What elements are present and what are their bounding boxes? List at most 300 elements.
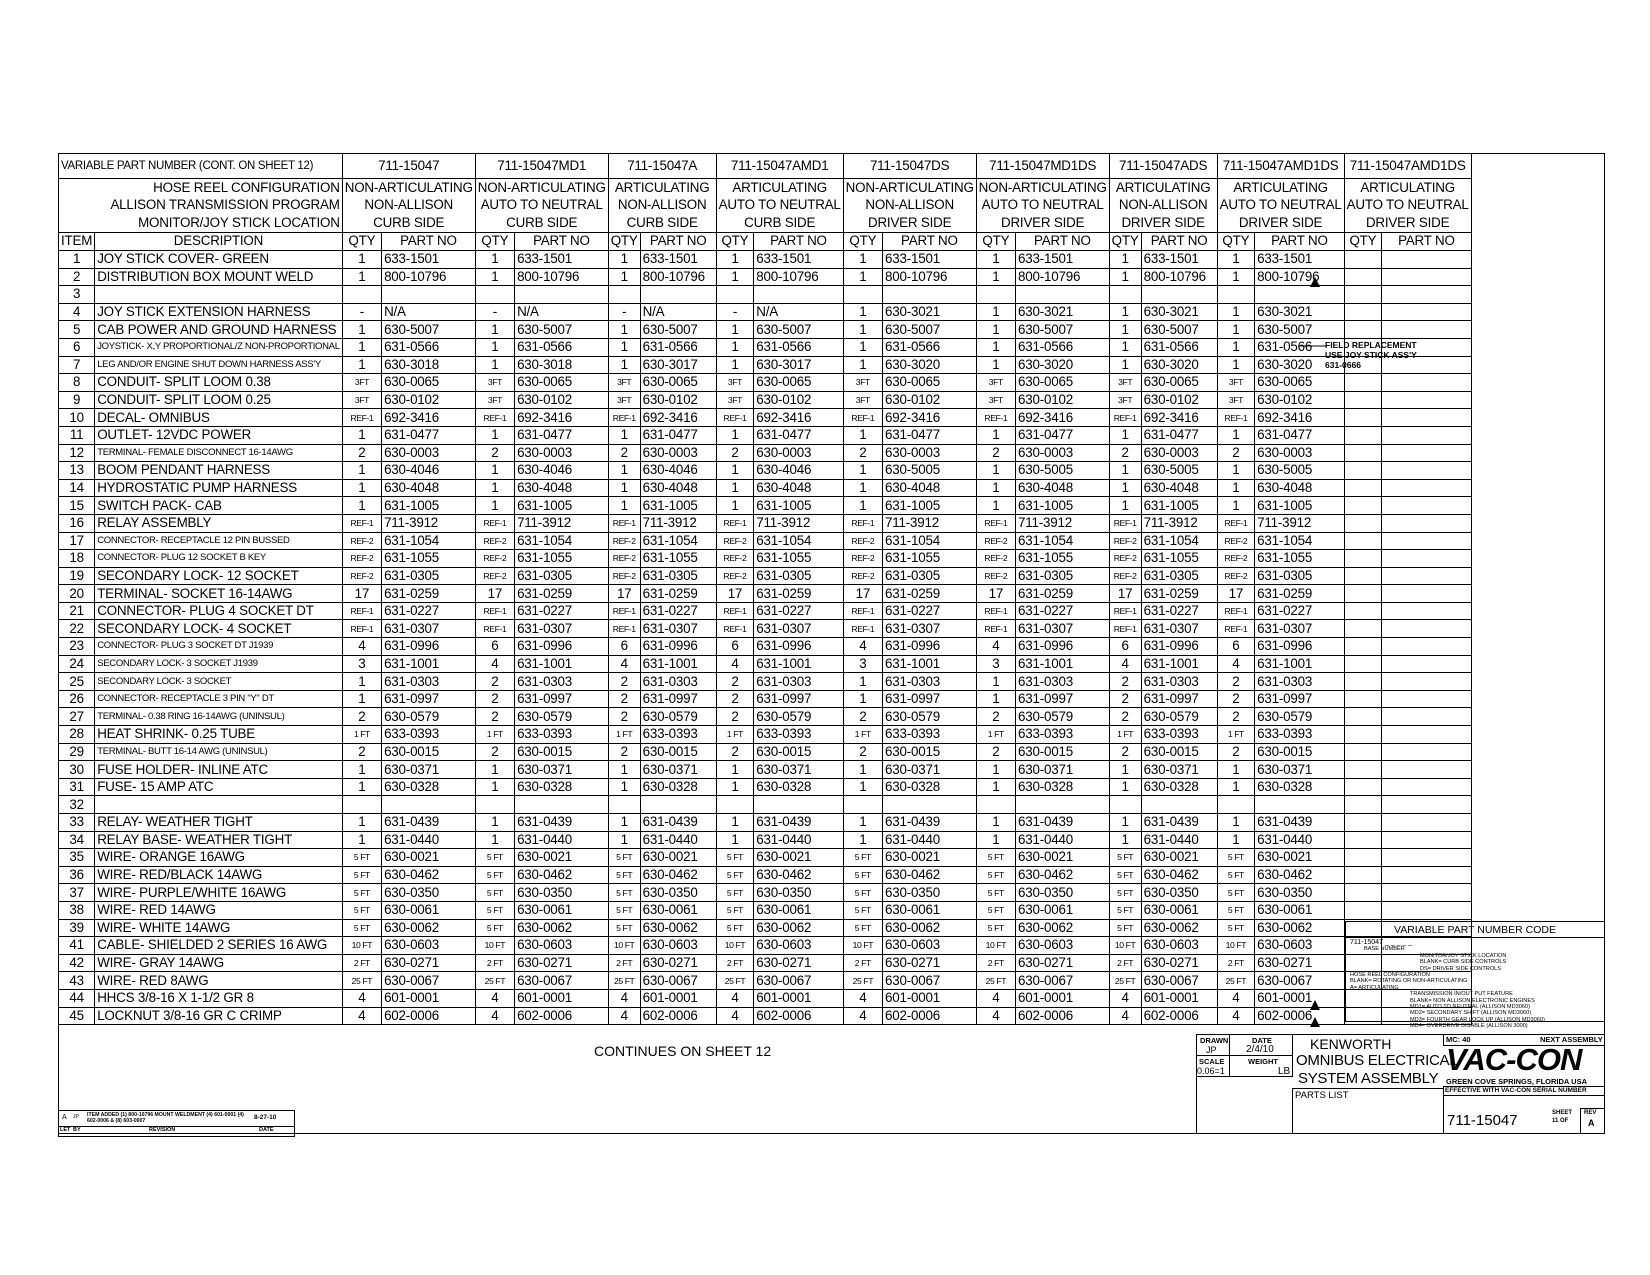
item-header: ITEM (59, 232, 95, 251)
weight-label: WEIGHT (1248, 1057, 1278, 1066)
qty-cell: 1 (716, 356, 754, 374)
qty-cell: 1 (716, 778, 754, 796)
item-description: CONNECTOR- RECEPTACLE 3 PIN "Y" DT (95, 690, 343, 708)
qty-cell: 2 FT (976, 954, 1015, 972)
part-number-cell: 631-0997 (754, 690, 843, 708)
part-number-cell: 800-10796 (640, 268, 716, 286)
configuration-row (59, 214, 1472, 232)
variant-part-number: 711-15047ADS (1109, 154, 1217, 179)
qty-cell: REF-1 (716, 620, 754, 638)
qty-cell: 5 FT (716, 919, 754, 937)
part-number-cell (883, 796, 977, 814)
part-number-cell: 630-0579 (640, 708, 716, 726)
qty-cell: REF-1 (608, 602, 640, 620)
part-number-cell: 631-0439 (640, 814, 716, 832)
qty-cell: 1 (608, 251, 640, 269)
qty-cell: REF-1 (342, 602, 381, 620)
qty-cell: 1 (475, 479, 514, 497)
qty-cell: 2 (716, 444, 754, 462)
qty-cell: 2 (342, 444, 381, 462)
part-number-cell: 630-3017 (754, 356, 843, 374)
part-number-cell: 602-0006 (640, 1007, 716, 1025)
table-row (59, 550, 1472, 568)
revision-letter: A (62, 1114, 67, 1121)
part-number-cell: 630-0371 (382, 761, 476, 779)
part-number-cell: 631-0439 (883, 814, 977, 832)
item-description: SECONDARY LOCK- 3 SOCKET (95, 673, 343, 691)
configuration-label: ALLISON TRANSMISSION PROGRAM (59, 197, 343, 215)
part-number-cell: 630-0462 (382, 866, 476, 884)
part-number-cell: 631-0997 (515, 690, 609, 708)
part-number-cell (1382, 743, 1471, 761)
qty-cell: 4 (608, 989, 640, 1007)
part-number-cell: 630-3020 (883, 356, 977, 374)
qty-cell: 1 (976, 690, 1015, 708)
table-row (59, 585, 1472, 603)
qty-cell: 3FT (475, 374, 514, 392)
table-row (59, 761, 1472, 779)
vpn-legend (1350, 940, 1545, 1030)
vpn-legend-line: HOSE REEL CONFIGURATION (1350, 972, 1430, 979)
qty-cell: 1 (342, 462, 381, 480)
part-number-cell: 630-0102 (754, 391, 843, 409)
table-row (59, 796, 1472, 814)
part-number-cell: 711-3912 (640, 514, 716, 532)
part-number-cell: 602-0006 (754, 1007, 843, 1025)
part-number-cell: 631-0440 (754, 831, 843, 849)
qty-cell: 1 (1217, 462, 1255, 480)
part-number-cell (1382, 620, 1471, 638)
table-row (59, 866, 1472, 884)
qty-cell: 5 FT (716, 884, 754, 902)
part-number-cell: 800-10796 (1255, 268, 1344, 286)
qty-cell: 5 FT (976, 866, 1015, 884)
part-number-cell: 631-1054 (1016, 532, 1110, 550)
qty-cell: 2 (342, 743, 381, 761)
part-number-cell: 800-10796 (382, 268, 476, 286)
part-number-cell: 630-0015 (515, 743, 609, 761)
part-number-cell: 630-0062 (1141, 919, 1217, 937)
part-number-cell: 602-0006 (515, 1007, 609, 1025)
qty-cell: 3FT (843, 391, 882, 409)
part-number-cell: 630-0065 (382, 374, 476, 392)
drawing-subtitle: PARTS LIST (1295, 1090, 1349, 1101)
qty-cell (1344, 708, 1382, 726)
qty-cell: 10 FT (843, 937, 882, 955)
part-number-cell (1382, 638, 1471, 656)
item-description (95, 796, 343, 814)
part-number-cell: 630-4048 (515, 479, 609, 497)
item-description: CABLE- SHIELDED 2 SERIES 16 AWG (95, 937, 343, 955)
vpn-legend-line: TRANSMISSION IN/OUT PUT FEATURE (1410, 991, 1513, 998)
part-number-cell: 631-0477 (382, 426, 476, 444)
part-number-cell: 601-0001 (515, 989, 609, 1007)
table-row (59, 972, 1472, 990)
qty-cell: 1 (1217, 497, 1255, 515)
qty-cell: 3FT (608, 374, 640, 392)
part-number-cell (1382, 303, 1471, 321)
part-number-cell: 631-0303 (515, 673, 609, 691)
part-number-cell: 630-0061 (382, 901, 476, 919)
qty-cell: 4 (475, 989, 514, 1007)
qty-cell: REF-1 (608, 514, 640, 532)
item-description: CONDUIT- SPLIT LOOM 0.25 (95, 391, 343, 409)
part-number-cell (1016, 286, 1110, 304)
qty-header: QTY (976, 232, 1015, 251)
qty-cell: 1 (1217, 356, 1255, 374)
qty-cell (1344, 374, 1382, 392)
qty-cell: 6 (1217, 638, 1255, 656)
part-number-cell: 630-0462 (1255, 866, 1344, 884)
qty-cell (1344, 462, 1382, 480)
part-number-cell (1382, 532, 1471, 550)
qty-cell: 1 (608, 814, 640, 832)
qty-cell: 2 FT (1217, 954, 1255, 972)
qty-cell: 3FT (342, 391, 381, 409)
part-number-cell: 631-0303 (382, 673, 476, 691)
qty-cell: 3FT (1217, 374, 1255, 392)
qty-cell: 5 FT (475, 919, 514, 937)
qty-cell: REF-2 (716, 567, 754, 585)
part-number-cell: 601-0001 (640, 989, 716, 1007)
item-number: 10 (59, 409, 95, 427)
item-description: TERMINAL- BUTT 16-14 AWG (UNINSUL) (95, 743, 343, 761)
part-number-cell: 800-10796 (1141, 268, 1217, 286)
part-number-cell (640, 796, 716, 814)
qty-cell: REF-1 (475, 514, 514, 532)
part-number-cell: 630-4046 (640, 462, 716, 480)
part-number-cell: 630-0328 (640, 778, 716, 796)
qty-cell: 1 (716, 462, 754, 480)
part-number-cell: 692-3416 (883, 409, 977, 427)
qty-cell: 5 FT (716, 901, 754, 919)
part-number-cell: 630-4048 (382, 479, 476, 497)
qty-cell: 4 (1217, 655, 1255, 673)
part-number-cell (1255, 796, 1344, 814)
variant-prog: AUTO TO NEUTRAL (716, 197, 843, 215)
qty-cell: 5 FT (976, 849, 1015, 867)
table-row (59, 391, 1472, 409)
configuration-row (59, 179, 1472, 197)
variant-part-number: 711-15047MD1 (475, 154, 608, 179)
qty-cell: 1 (976, 251, 1015, 269)
part-number-cell: 630-0021 (382, 849, 476, 867)
qty-cell: REF-1 (342, 409, 381, 427)
qty-cell (1344, 532, 1382, 550)
qty-cell: 1 (843, 761, 882, 779)
item-number: 1 (59, 251, 95, 269)
part-number-cell: N/A (382, 303, 476, 321)
part-number-cell: 631-1054 (515, 532, 609, 550)
qty-cell: 4 (475, 655, 514, 673)
part-number-cell (1382, 497, 1471, 515)
part-number-cell: 630-0061 (640, 901, 716, 919)
qty-cell: 5 FT (1217, 884, 1255, 902)
qty-cell: 1 (1217, 268, 1255, 286)
variant-prog: NON-ALLISON (843, 197, 976, 215)
part-number-cell: 630-0603 (640, 937, 716, 955)
qty-header: QTY (843, 232, 882, 251)
vpn-legend-line: MONITOR/JOY STICK LOCATION (1420, 952, 1507, 959)
part-number-cell (1382, 866, 1471, 884)
variant-prog: AUTO TO NEUTRAL (976, 197, 1109, 215)
part-number-cell: 630-0021 (883, 849, 977, 867)
part-number-cell: 630-0462 (883, 866, 977, 884)
part-number-cell: 630-0328 (883, 778, 977, 796)
qty-cell: 3FT (342, 374, 381, 392)
qty-cell: 1 (976, 761, 1015, 779)
qty-cell: 5 FT (1217, 919, 1255, 937)
part-number-cell: 631-1054 (754, 532, 843, 550)
item-number: 11 (59, 426, 95, 444)
part-number-cell: 630-0328 (382, 778, 476, 796)
part-number-cell: 631-1054 (883, 532, 977, 550)
qty-cell: REF-1 (716, 409, 754, 427)
part-number-cell (1382, 901, 1471, 919)
part-number-cell: 630-0015 (883, 743, 977, 761)
qty-cell: REF-1 (976, 514, 1015, 532)
item-description: FUSE HOLDER- INLINE ATC (95, 761, 343, 779)
part-number-cell: 601-0001 (754, 989, 843, 1007)
item-description: CONNECTOR- PLUG 3 SOCKET DT J1939 (95, 638, 343, 656)
part-number-cell: 631-0259 (1141, 585, 1217, 603)
item-description: BOOM PENDANT HARNESS (95, 462, 343, 480)
revision-header-by: BY (73, 1127, 81, 1133)
qty-cell (1217, 796, 1255, 814)
part-number-cell: 631-0259 (883, 585, 977, 603)
qty-cell: 1 (608, 426, 640, 444)
qty-cell: REF-2 (843, 567, 882, 585)
part-number-cell: 630-0271 (1141, 954, 1217, 972)
part-number-cell: 630-0371 (1255, 761, 1344, 779)
qty-cell: 10 FT (608, 937, 640, 955)
vpn-legend-line: MD4= OVERDRIVE DISABLE (ALLISON 3000) (1410, 1023, 1528, 1030)
item-description: HHCS 3/8-16 X 1-1/2 GR 8 (95, 989, 343, 1007)
part-number-cell: 602-0006 (883, 1007, 977, 1025)
part-number-cell: 631-0303 (640, 673, 716, 691)
vpn-legend-line: MD2= SECONDARY SHIFT (ALLISON MD3060) (1410, 1010, 1532, 1017)
part-number-cell (1382, 726, 1471, 744)
part-number-cell: 630-5007 (1255, 321, 1344, 339)
qty-cell: 2 (1217, 690, 1255, 708)
qty-cell: REF-1 (608, 620, 640, 638)
qty-cell: REF-1 (1109, 602, 1141, 620)
qty-cell: 1 (475, 426, 514, 444)
part-number-cell: 631-0259 (640, 585, 716, 603)
part-number-cell: 630-4046 (754, 462, 843, 480)
qty-cell: 17 (342, 585, 381, 603)
part-number-header: PART NO (1382, 232, 1471, 251)
item-description: OUTLET- 12VDC POWER (95, 426, 343, 444)
part-number-cell (1382, 655, 1471, 673)
continues-note: CONTINUES ON SHEET 12 (594, 1043, 772, 1059)
part-number-cell: 630-0579 (1141, 708, 1217, 726)
qty-cell: REF-2 (342, 567, 381, 585)
qty-cell: 1 (475, 831, 514, 849)
qty-cell: 3FT (475, 391, 514, 409)
part-number-cell (1382, 708, 1471, 726)
qty-cell: 1 (1217, 338, 1255, 356)
table-row (59, 444, 1472, 462)
qty-cell (1344, 391, 1382, 409)
part-number-cell: 631-0997 (1016, 690, 1110, 708)
qty-header: QTY (475, 232, 514, 251)
qty-cell: - (716, 303, 754, 321)
qty-cell: 5 FT (608, 866, 640, 884)
qty-cell (1344, 796, 1382, 814)
item-number: 32 (59, 796, 95, 814)
variant-hose: ARTICULATING (608, 179, 716, 197)
qty-cell: REF-2 (976, 567, 1015, 585)
part-number-cell: 633-1501 (1255, 251, 1344, 269)
qty-cell: 4 (608, 655, 640, 673)
field-replacement-note: FIELD REPLACEMENT USE JOY STICK ASS'Y 631-0666 (1325, 340, 1417, 370)
item-number: 16 (59, 514, 95, 532)
item-description: WIRE- GRAY 14AWG (95, 954, 343, 972)
qty-cell (1344, 673, 1382, 691)
qty-cell: 1 (976, 338, 1015, 356)
qty-cell: 1 (475, 814, 514, 832)
qty-cell: REF-1 (716, 514, 754, 532)
qty-cell: REF-2 (342, 532, 381, 550)
qty-cell: 1 (475, 761, 514, 779)
description-header: DESCRIPTION (95, 232, 343, 251)
qty-cell (1344, 268, 1382, 286)
variant-hose: NON-ARTICULATING (475, 179, 608, 197)
qty-cell: 1 (475, 338, 514, 356)
part-number-cell: 630-0065 (1255, 374, 1344, 392)
qty-cell: 5 FT (1217, 849, 1255, 867)
part-number-cell: 630-0371 (754, 761, 843, 779)
part-number-cell: 631-0439 (515, 814, 609, 832)
part-number-cell (1382, 268, 1471, 286)
qty-cell: 2 (475, 743, 514, 761)
part-number-cell: 631-1054 (1255, 532, 1344, 550)
part-number-cell: 630-5005 (883, 462, 977, 480)
qty-cell: 2 FT (1109, 954, 1141, 972)
part-number-cell: 631-0566 (1141, 338, 1217, 356)
qty-cell (1344, 761, 1382, 779)
table-row (59, 1007, 1472, 1025)
part-number-cell: 630-4048 (754, 479, 843, 497)
item-number: 45 (59, 1007, 95, 1025)
qty-cell: REF-1 (342, 620, 381, 638)
item-description: CONNECTOR- PLUG 4 SOCKET DT (95, 602, 343, 620)
part-number-cell: 692-3416 (1255, 409, 1344, 427)
table-row (59, 374, 1472, 392)
part-number-cell: 631-0227 (382, 602, 476, 620)
part-number-cell: 630-5005 (1016, 462, 1110, 480)
table-row (59, 989, 1472, 1007)
part-number-cell: 630-0102 (1016, 391, 1110, 409)
qty-cell: 1 (608, 338, 640, 356)
part-number-cell: 631-0440 (883, 831, 977, 849)
part-number-cell: 631-0307 (1016, 620, 1110, 638)
table-row (59, 514, 1472, 532)
qty-cell (1217, 286, 1255, 304)
weight-unit: LB (1278, 1066, 1291, 1077)
qty-cell: 4 (716, 655, 754, 673)
item-number: 42 (59, 954, 95, 972)
part-number-header: PART NO (1141, 232, 1217, 251)
part-number-cell: 630-4048 (883, 479, 977, 497)
qty-cell (843, 796, 882, 814)
variant-number-row (59, 154, 1472, 179)
qty-cell: 1 (475, 321, 514, 339)
item-number: 13 (59, 462, 95, 480)
qty-cell: 3FT (1109, 391, 1141, 409)
part-number-cell: 631-0477 (515, 426, 609, 444)
part-number-cell: 630-0462 (754, 866, 843, 884)
qty-cell: 6 (475, 638, 514, 656)
part-number-cell: 630-0021 (1016, 849, 1110, 867)
qty-cell: 1 (342, 497, 381, 515)
part-number-cell: 631-0997 (1141, 690, 1217, 708)
date-label: DATE (1252, 1036, 1272, 1045)
qty-cell: 1 (342, 761, 381, 779)
part-number-cell: 631-0477 (1141, 426, 1217, 444)
part-number-cell: 633-1501 (1016, 251, 1110, 269)
part-number-cell: 630-3018 (515, 356, 609, 374)
part-number-cell: 631-0307 (883, 620, 977, 638)
qty-cell: REF-1 (843, 514, 882, 532)
item-number: 9 (59, 391, 95, 409)
part-number-cell: 630-0062 (754, 919, 843, 937)
qty-cell: 1 (1109, 497, 1141, 515)
qty-header: QTY (1109, 232, 1141, 251)
drawing-title-2: SYSTEM ASSEMBLY (1298, 1070, 1439, 1087)
qty-cell: 1 (475, 356, 514, 374)
part-number-cell: 631-0440 (1141, 831, 1217, 849)
qty-header: QTY (1217, 232, 1255, 251)
qty-cell: 1 (608, 479, 640, 497)
part-number-cell: 631-0259 (1016, 585, 1110, 603)
vpn-legend-line: MD3= FOURTH GEAR LOCK UP (ALLISON MD3060) (1410, 1016, 1545, 1023)
variant-loc: CURB SIDE (716, 214, 843, 232)
qty-cell: 2 (475, 708, 514, 726)
part-number-cell: 631-0477 (1016, 426, 1110, 444)
part-number-cell: 630-3021 (883, 303, 977, 321)
item-number: 41 (59, 937, 95, 955)
item-number: 25 (59, 673, 95, 691)
mc-value: MC: 40 (1446, 1035, 1471, 1044)
qty-cell: 4 (976, 1007, 1015, 1025)
table-row (59, 743, 1472, 761)
qty-cell: 1 (716, 814, 754, 832)
part-number-cell: 631-0477 (640, 426, 716, 444)
qty-cell: 3FT (843, 374, 882, 392)
item-number: 8 (59, 374, 95, 392)
qty-cell: 3FT (608, 391, 640, 409)
part-number-cell: 631-0996 (382, 638, 476, 656)
part-number-cell: 633-0393 (640, 726, 716, 744)
variant-loc: CURB SIDE (475, 214, 608, 232)
qty-cell: REF-2 (716, 550, 754, 568)
qty-cell: 4 (608, 1007, 640, 1025)
part-number-cell: 631-1005 (1255, 497, 1344, 515)
item-description: TERMINAL- FEMALE DISCONNECT 16-14AWG (95, 444, 343, 462)
qty-cell: 1 (843, 497, 882, 515)
qty-cell: 5 FT (843, 919, 882, 937)
qty-cell (1344, 778, 1382, 796)
next-assembly-label: NEXT ASSEMBLY (1540, 1035, 1603, 1044)
qty-cell: 5 FT (475, 866, 514, 884)
part-number-cell: 631-0303 (883, 673, 977, 691)
part-number-cell: 630-5007 (1141, 321, 1217, 339)
part-number-header: PART NO (515, 232, 609, 251)
item-number: 27 (59, 708, 95, 726)
qty-cell: 2 (608, 743, 640, 761)
